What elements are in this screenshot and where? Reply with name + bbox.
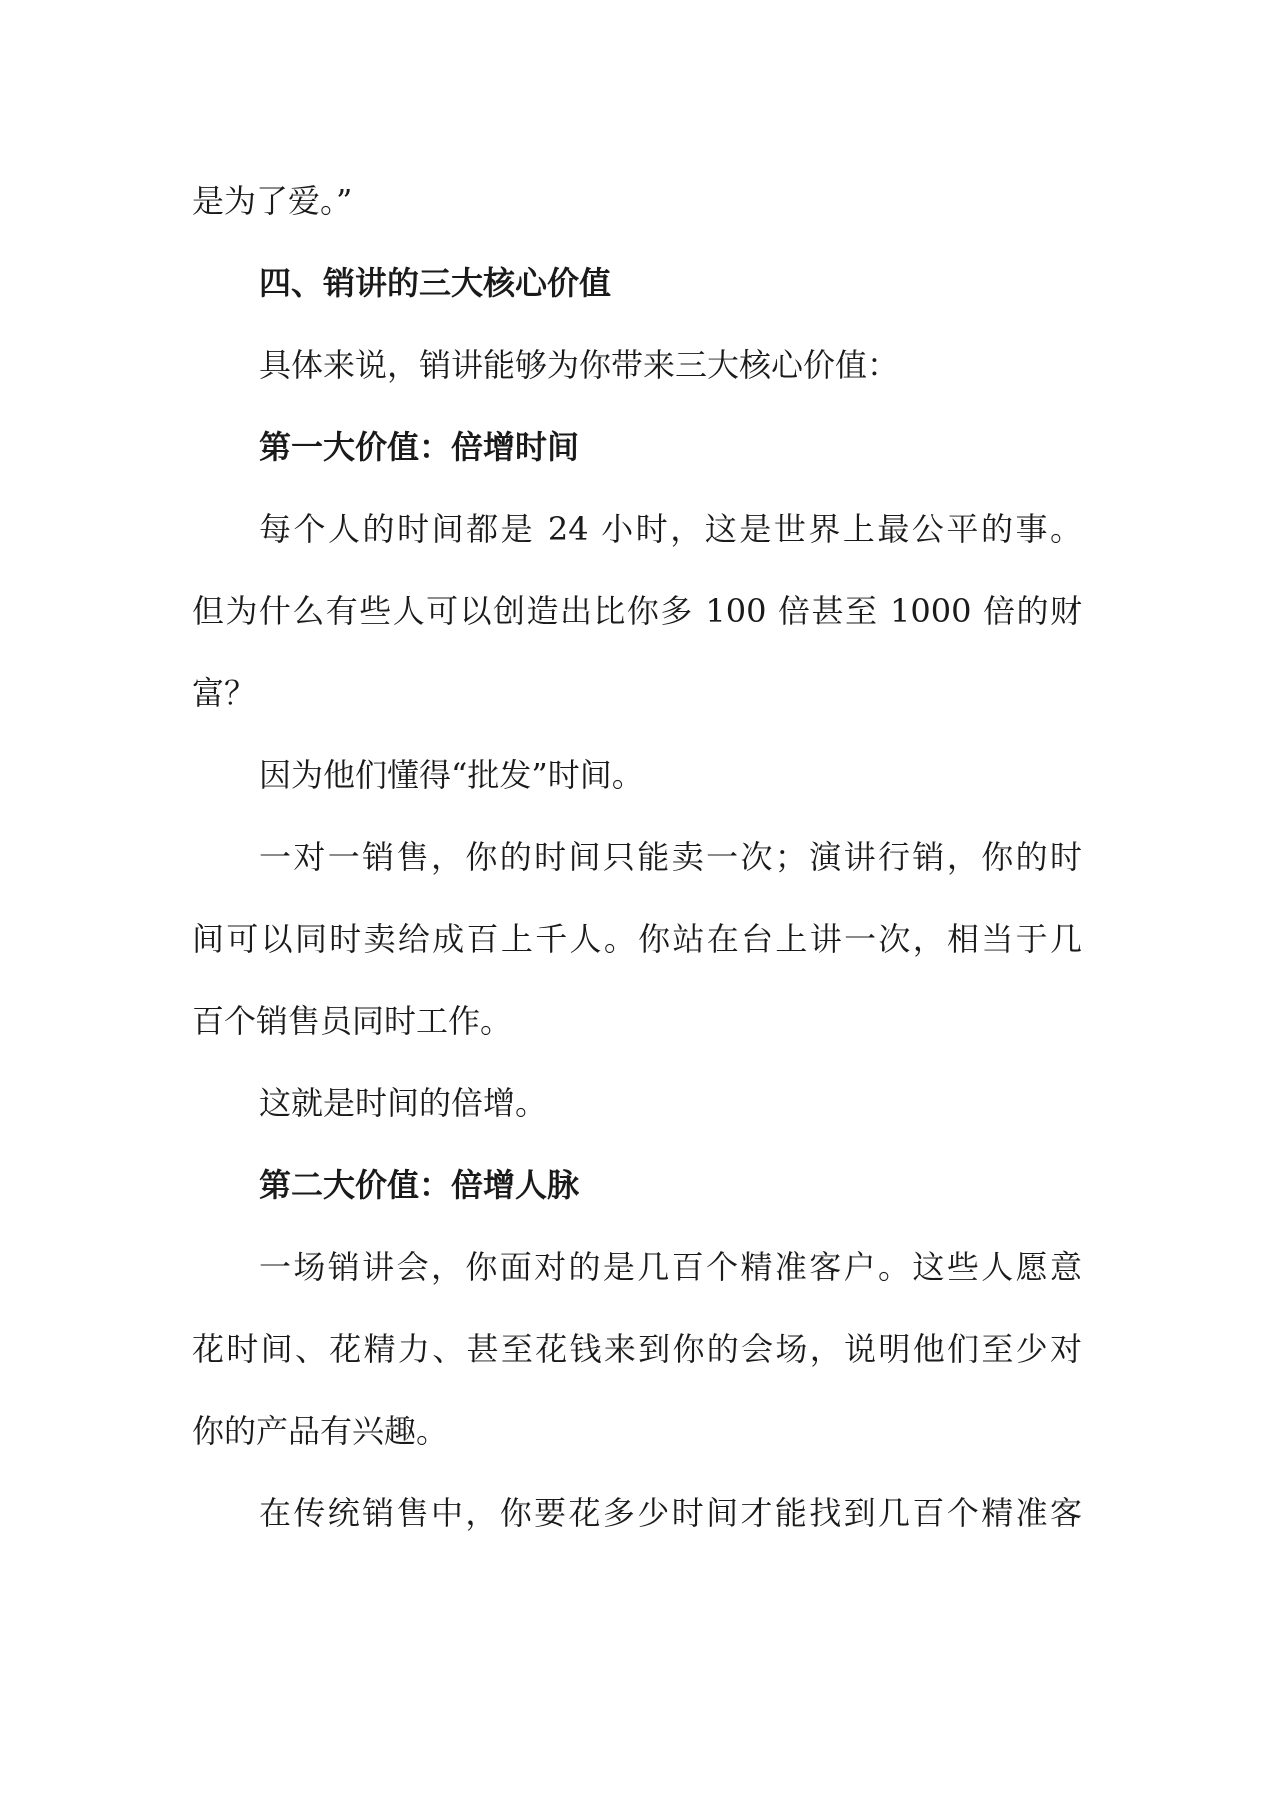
- paragraph-line: 是为了爱。”: [192, 182, 353, 220]
- subsection-heading: 第一大价值：倍增时间: [259, 428, 580, 466]
- paragraph-line: 一场销讲会，你面对的是几百个精准客户。这些人愿意: [259, 1248, 1082, 1286]
- paragraph-line: 具体来说，销讲能够为你带来三大核心价值：: [259, 346, 900, 384]
- paragraph-line: 百个销售员同时工作。: [192, 1002, 513, 1040]
- paragraph-line: 富？: [192, 674, 257, 712]
- paragraph-line: 每个人的时间都是 24 小时，这是世界上最公平的事。: [259, 510, 1082, 548]
- paragraph-line: 但为什么有些人可以创造出比你多 100 倍甚至 1000 倍的财: [192, 592, 1082, 630]
- paragraph-line: 在传统销售中，你要花多少时间才能找到几百个精准客: [259, 1494, 1082, 1532]
- paragraph-line: 你的产品有兴趣。: [192, 1412, 449, 1450]
- paragraph-line: 一对一销售，你的时间只能卖一次；演讲行销，你的时: [259, 838, 1082, 876]
- paragraph-line: 因为他们懂得“批发”时间。: [259, 756, 644, 794]
- document-body: [192, 160, 1082, 1554]
- paragraph-line: 这就是时间的倍增。: [259, 1084, 548, 1122]
- section-heading: 四、销讲的三大核心价值: [259, 264, 612, 302]
- paragraph-line: 花时间、花精力、甚至花钱来到你的会场，说明他们至少对: [192, 1330, 1082, 1368]
- paragraph-line: 间可以同时卖给成百上千人。你站在台上讲一次，相当于几: [192, 920, 1082, 958]
- subsection-heading: 第二大价值：倍增人脉: [259, 1166, 580, 1204]
